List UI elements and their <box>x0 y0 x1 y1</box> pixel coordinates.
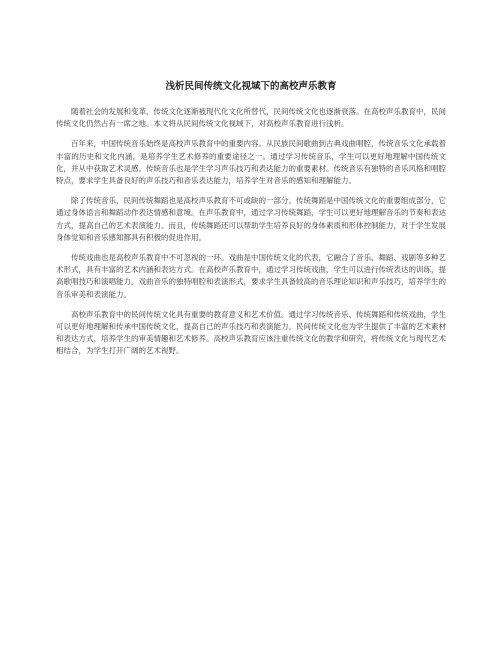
document-body <box>56 106 446 366</box>
paragraph-1: 随着社会的发展和变革，传统文化逐渐被现代化文化所替代，民间传统文化也逐渐衰落。在高校声乐教育中，民间传统文化仍然占有一席之地。本文将从民间传统文化视域下，对高校声乐教育进行浅析。 <box>56 107 446 129</box>
paragraph-4: 传统戏曲也是高校声乐教育中不可忽视的一环。戏曲是中国传统文化的代表，它融合了音乐、舞蹈、戏剧等多种艺术形式，具有丰富的艺术内涵和表达方式。在高校声乐教育中，通过学习传统戏曲，学生可以进行传统表达的训练，提高歌唱技巧和演唱能力。戏曲音乐的独特唱腔和表演形式，要求学生具备较高的音乐理论知识和声乐技巧，培养学生的音乐审美和表演能力。 <box>56 253 446 299</box>
paragraph-2: 百年来，中国传统音乐始终是高校声乐教育中的重要内容。从民族民间歌曲到古典戏曲唱腔，传统音乐文化承载着丰富的历史和文化内涵，是培养学生艺术修养的重要途径之一。通过学习传统音乐，学生可以更好地理解中国传统文化，并从中获取艺术灵感。传统音乐也是学生学习声乐技巧和表达能力的重要素材。传统音乐有独特的音乐风格和唱腔特点，要求学生具备良好的声乐技巧和音乐表达能力，培养学生对音乐的感知和理解能力。 <box>56 139 446 186</box>
paragraph-5: 高校声乐教育中的民间传统文化具有重要的教育意义和艺术价值。通过学习传统音乐、传统舞蹈和传统戏曲，学生可以更好地理解和传承中国传统文化，提高自己的声乐技巧和表演能力。民间传统文化也为学生提供了丰富的艺术素材和表达方式，培养学生的审美情趣和艺术修养。高校声乐教育应该注重传统文化的教学和研究，将传统文化与现代艺术相结合，为学生打开广阔的艺术视野。 <box>56 309 446 356</box>
paragraph-3: 除了传统音乐，民间传统舞蹈也是高校声乐教育不可或缺的一部分。传统舞蹈是中国传统文化的重要组成部分，它通过身体语言和舞蹈动作表达情感和意境。在声乐教育中，通过学习传统舞蹈，学生可以更好地理解音乐的节奏和表达方式，提高自己的艺术表演能力。而且，传统舞蹈还可以帮助学生培养良好的身体素质和形体控制能力，对于学生发展身体觉知和音乐感知都具有积极的促进作用。 <box>56 196 446 242</box>
document-title: 浅析民间传统文化视域下的高校声乐教育 <box>165 81 337 92</box>
